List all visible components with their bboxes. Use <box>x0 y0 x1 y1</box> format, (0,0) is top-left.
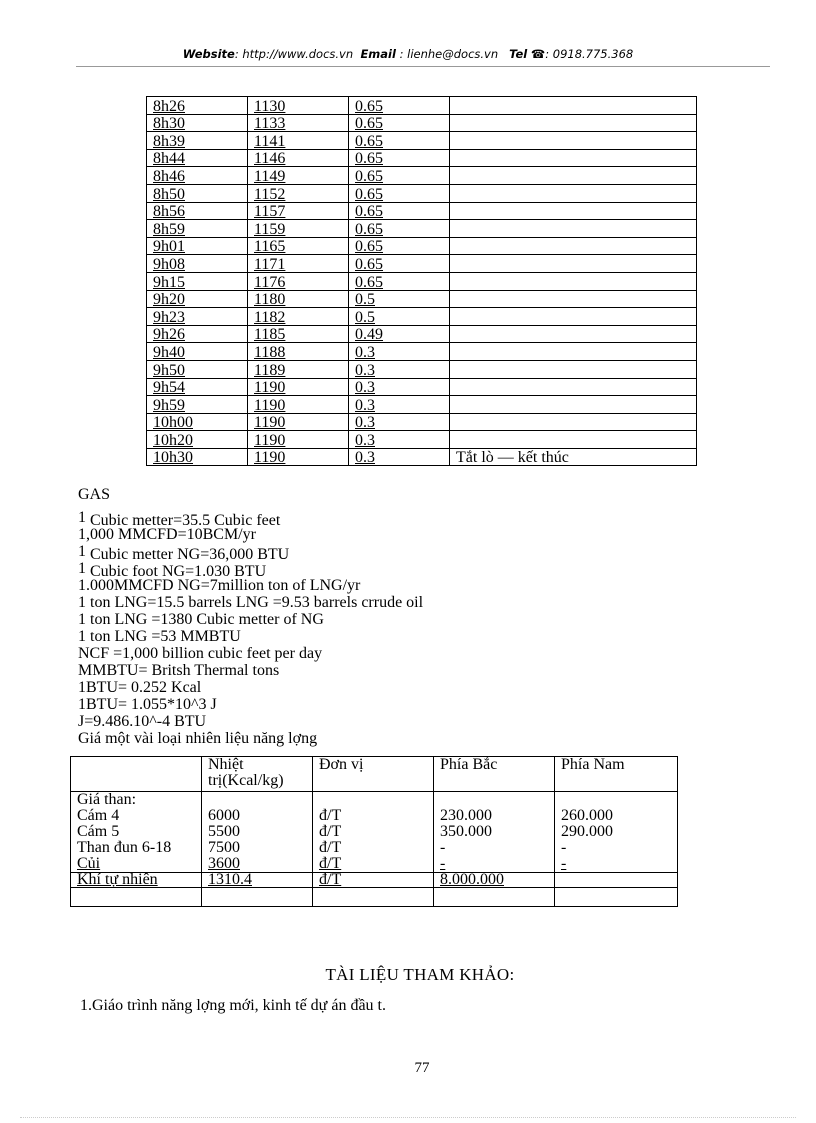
log-cell <box>450 272 697 290</box>
log-cell <box>450 378 697 396</box>
note-prefix: 1 <box>78 543 86 560</box>
log-row <box>147 202 697 220</box>
price-line: 5500 <box>208 823 240 840</box>
log-row <box>147 308 697 326</box>
price-line: đ/T <box>319 855 342 872</box>
note-line <box>78 662 423 679</box>
empty-row <box>71 888 678 907</box>
log-cell: 1190 <box>248 448 349 466</box>
note-text: NCF =1,000 billion cubic feet per day <box>78 645 323 662</box>
price-line: 3600 <box>208 855 240 872</box>
log-cell: 1188 <box>248 343 349 361</box>
log-cell: 0.65 <box>349 272 450 290</box>
price-line: 350.000 <box>440 823 492 840</box>
log-row <box>147 343 697 361</box>
log-cell: 1165 <box>248 237 349 255</box>
note-line <box>78 696 423 713</box>
price-line: 230.000 <box>440 807 492 824</box>
log-row <box>147 290 697 308</box>
log-cell: 0.49 <box>349 325 450 343</box>
log-cell: 1180 <box>248 290 349 308</box>
price-line: đ/T <box>319 807 342 824</box>
note-line <box>78 679 423 696</box>
log-cell: 0.3 <box>349 413 450 431</box>
log-row <box>147 167 697 185</box>
log-row <box>147 360 697 378</box>
log-cell: 8h56 <box>147 202 248 220</box>
log-cell: 1149 <box>248 167 349 185</box>
log-cell: 1159 <box>248 220 349 238</box>
south-price-cell <box>555 792 678 873</box>
footer-dotted-line <box>20 1117 796 1118</box>
log-row <box>147 413 697 431</box>
note-text: J=9.486.10^-4 BTU <box>78 713 207 730</box>
log-cell: 9h40 <box>147 343 248 361</box>
price-line: 7500 <box>208 839 240 856</box>
references-title: TÀI LIỆU THAM KHẢO: <box>325 965 515 984</box>
price-header-cell <box>71 757 202 792</box>
log-cell: 1146 <box>248 149 349 167</box>
log-row <box>147 237 697 255</box>
log-cell: 0.5 <box>349 290 450 308</box>
log-cell: 0.3 <box>349 360 450 378</box>
fuel-names-cell <box>71 792 202 873</box>
log-cell: 1141 <box>248 132 349 150</box>
measurement-log-table <box>146 96 697 466</box>
natural-gas-row <box>71 873 678 888</box>
unit-cell <box>313 792 434 873</box>
note-text: Giá một vài loại nhiên liệu năng lợng <box>78 730 318 747</box>
log-cell: 0.65 <box>349 132 450 150</box>
log-cell: 9h15 <box>147 272 248 290</box>
log-cell: 1130 <box>248 97 349 115</box>
log-row <box>147 378 697 396</box>
price-line <box>440 792 548 808</box>
log-cell: 0.5 <box>349 308 450 326</box>
note-line <box>78 594 423 611</box>
website-value[interactable]: : http://www.docs.vn <box>234 47 354 61</box>
log-cell <box>450 308 697 326</box>
price-line: Cám 5 <box>77 823 120 840</box>
note-line <box>78 611 423 628</box>
log-cell: 9h01 <box>147 237 248 255</box>
note-text: 1BTU= 0.252 Kcal <box>78 679 202 696</box>
log-cell <box>450 167 697 185</box>
website-label: Website <box>182 47 235 61</box>
log-cell: 1157 <box>248 202 349 220</box>
log-cell <box>450 431 697 449</box>
log-cell: 9h50 <box>147 360 248 378</box>
log-cell: 0.65 <box>349 97 450 115</box>
log-cell: 0.3 <box>349 431 450 449</box>
log-cell: 10h30 <box>147 448 248 466</box>
log-row <box>147 184 697 202</box>
log-cell: 1189 <box>248 360 349 378</box>
note-text: 1 ton LNG=15.5 barrels LNG =9.53 barrels crrude oil <box>78 594 424 611</box>
log-cell: 9h08 <box>147 255 248 273</box>
log-cell: 8h30 <box>147 114 248 132</box>
log-cell: 0.3 <box>349 396 450 414</box>
log-cell <box>450 132 697 150</box>
log-cell: 1133 <box>248 114 349 132</box>
note-line <box>78 526 423 543</box>
log-cell: 0.65 <box>349 202 450 220</box>
log-cell: 1171 <box>248 255 349 273</box>
log-row <box>147 97 697 115</box>
price-header-cell: Phía Bắc <box>434 757 555 792</box>
price-line: - <box>561 839 567 856</box>
log-cell: 8h44 <box>147 149 248 167</box>
price-line <box>561 792 671 808</box>
price-line <box>319 792 427 808</box>
gas-south-cell <box>555 873 678 888</box>
price-line: đ/T <box>319 839 342 856</box>
tel-value: : 0918.775.368 <box>545 47 634 61</box>
coal-price-row <box>71 792 678 873</box>
log-cell <box>450 220 697 238</box>
header-divider <box>76 66 770 67</box>
phone-icon: ☎ <box>530 47 546 61</box>
log-cell <box>450 97 697 115</box>
price-line <box>208 792 306 808</box>
log-row <box>147 220 697 238</box>
log-cell: 0.65 <box>349 167 450 185</box>
price-header-cell: Nhiệt trị(Kcal/kg) <box>202 757 313 792</box>
log-cell: 9h20 <box>147 290 248 308</box>
note-line <box>78 560 423 580</box>
note-line <box>78 577 423 594</box>
note-text: Cubic metter NG=36,000 BTU <box>90 546 290 563</box>
note-prefix: 1 <box>78 560 86 577</box>
price-line: Củi <box>77 855 101 872</box>
note-line <box>78 713 423 730</box>
email-value[interactable]: : lienhe@docs.vn <box>399 47 499 61</box>
log-cell: 1176 <box>248 272 349 290</box>
log-cell: 1190 <box>248 396 349 414</box>
log-cell: 0.3 <box>349 343 450 361</box>
log-row <box>147 396 697 414</box>
log-cell <box>450 149 697 167</box>
price-line: - <box>440 855 446 872</box>
log-cell: 0.65 <box>349 237 450 255</box>
note-text: 1BTU= 1.055*10^3 J <box>78 696 217 713</box>
note-prefix: 1 <box>78 509 86 526</box>
log-cell <box>450 237 697 255</box>
email-label: Email <box>360 47 396 61</box>
price-line: Giá than: <box>77 791 137 808</box>
log-cell: 9h23 <box>147 308 248 326</box>
log-cell: 1190 <box>248 413 349 431</box>
log-cell <box>450 396 697 414</box>
note-line <box>78 628 423 645</box>
note-text: 1.000MMCFD NG=7million ton of LNG/yr <box>78 577 361 594</box>
price-header-cell: Đơn vị <box>313 757 434 792</box>
log-cell: 1190 <box>248 431 349 449</box>
note-line <box>78 730 423 747</box>
log-cell: 1185 <box>248 325 349 343</box>
log-cell: Tắt lò — kết thúc <box>450 448 697 466</box>
price-line: Cám 4 <box>77 807 120 824</box>
page-header <box>0 47 816 61</box>
note-text: Cubic metter=35.5 Cubic feet <box>90 512 281 529</box>
log-cell: 0.3 <box>349 378 450 396</box>
log-row <box>147 255 697 273</box>
notes-heading: GAS <box>78 486 111 503</box>
price-line: Than đun 6-18 <box>77 839 172 856</box>
page-number: 77 <box>414 1060 430 1076</box>
log-cell <box>450 343 697 361</box>
log-cell: 0.65 <box>349 220 450 238</box>
log-row <box>147 431 697 449</box>
fuel-price-table <box>70 756 678 907</box>
note-text: Cubic foot NG=1.030 BTU <box>90 563 267 580</box>
log-cell <box>450 360 697 378</box>
price-line: 290.000 <box>561 823 613 840</box>
note-line <box>78 645 423 662</box>
log-cell: 10h20 <box>147 431 248 449</box>
log-cell <box>450 202 697 220</box>
log-row <box>147 114 697 132</box>
log-cell: 8h59 <box>147 220 248 238</box>
log-row <box>147 448 697 466</box>
log-cell <box>450 290 697 308</box>
log-cell: 0.65 <box>349 255 450 273</box>
gas-conversion-notes <box>78 486 424 747</box>
gas-heat-cell: 1310.4 <box>202 873 313 888</box>
price-line: 260.000 <box>561 807 613 824</box>
log-row <box>147 325 697 343</box>
gas-unit-cell: đ/T <box>313 873 434 888</box>
price-line: - <box>561 855 567 872</box>
tel-label: Tel <box>509 47 528 61</box>
log-cell: 1182 <box>248 308 349 326</box>
note-text: 1,000 MMCFD=10BCM/yr <box>78 526 256 543</box>
north-price-cell <box>434 792 555 873</box>
log-cell: 10h00 <box>147 413 248 431</box>
price-header-cell: Phía Nam <box>555 757 678 792</box>
log-cell: 0.65 <box>349 184 450 202</box>
note-line <box>78 509 423 529</box>
price-table-header <box>71 757 678 792</box>
gas-north-cell: 8.000.000 <box>434 873 555 888</box>
log-cell <box>450 114 697 132</box>
log-cell: 0.3 <box>349 448 450 466</box>
log-cell: 1190 <box>248 378 349 396</box>
log-cell <box>450 184 697 202</box>
log-row <box>147 149 697 167</box>
reference-item: 1.Giáo trình năng lợng mới, kinh tế dự án đầu t. <box>80 997 386 1014</box>
heat-value-cell <box>202 792 313 873</box>
price-line: - <box>440 839 446 856</box>
log-cell: 0.65 <box>349 114 450 132</box>
log-cell: 8h50 <box>147 184 248 202</box>
log-cell: 1152 <box>248 184 349 202</box>
note-text: MMBTU= Britsh Thermal tons <box>78 662 280 679</box>
note-text: 1 ton LNG =53 MMBTU <box>78 628 241 645</box>
price-line: đ/T <box>319 823 342 840</box>
log-cell: 8h46 <box>147 167 248 185</box>
log-cell <box>450 413 697 431</box>
log-cell: 9h54 <box>147 378 248 396</box>
log-row <box>147 272 697 290</box>
note-text: 1 ton LNG =1380 Cubic metter of NG <box>78 611 324 628</box>
log-cell <box>450 255 697 273</box>
price-line: 6000 <box>208 807 240 824</box>
log-cell: 9h26 <box>147 325 248 343</box>
log-cell <box>450 325 697 343</box>
log-cell: 9h59 <box>147 396 248 414</box>
note-line <box>78 543 423 563</box>
log-cell: 0.65 <box>349 149 450 167</box>
gas-name-cell: Khí tự nhiên <box>71 873 202 888</box>
log-cell: 8h39 <box>147 132 248 150</box>
log-cell: 8h26 <box>147 97 248 115</box>
log-row <box>147 132 697 150</box>
